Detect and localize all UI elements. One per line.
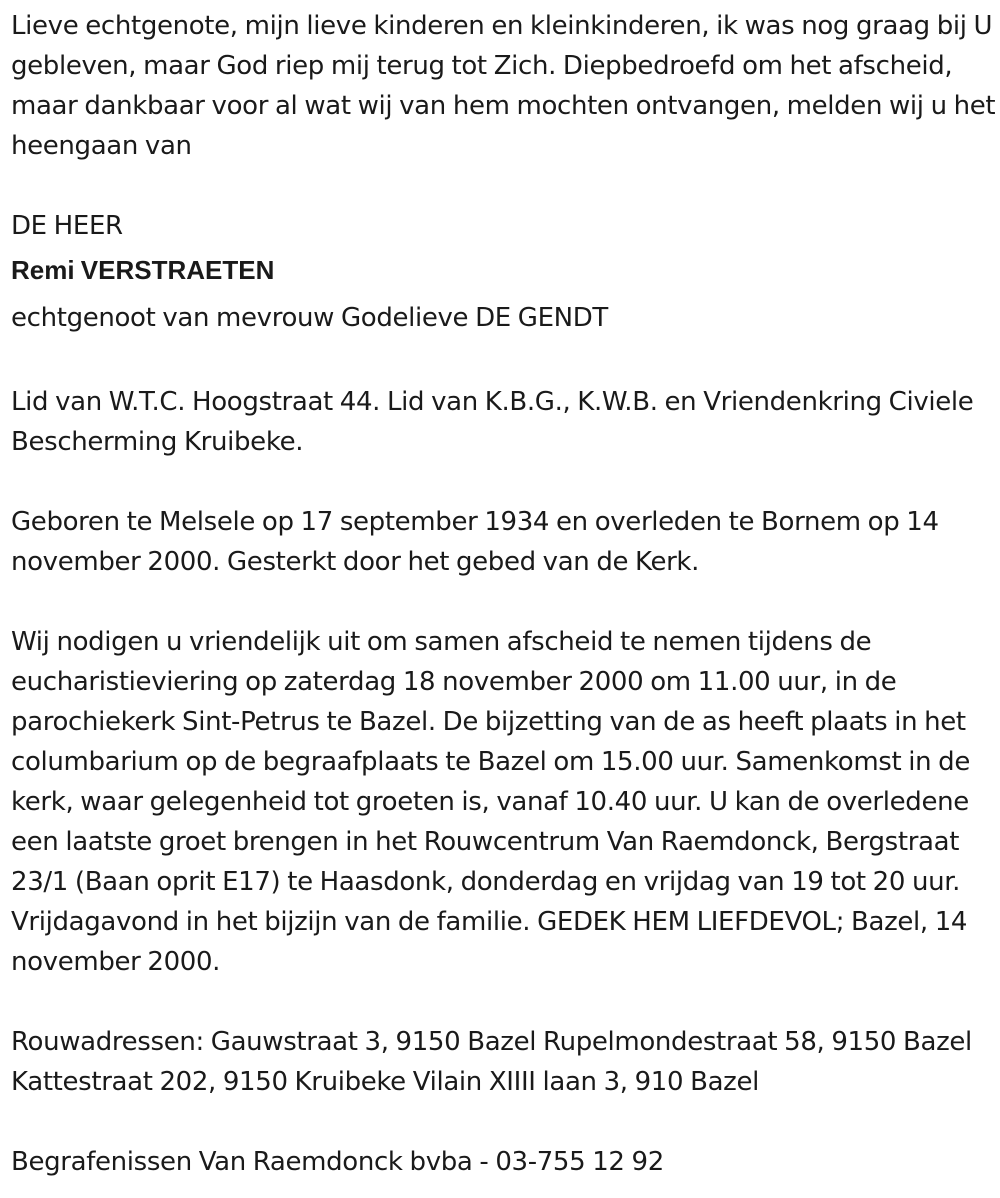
spacer <box>11 982 996 1022</box>
funeral-home-line: Begrafenissen Van Raemdonck bvba - 03-755 12 92 <box>11 1147 664 1177</box>
intro-paragraph: Lieve echtgenote, mijn lieve kinderen en kleinkinderen, ik was nog graag bij U gebleven, maar God riep mij terug tot Zich. Diepbedroefd om het afscheid, maar dankbaar voor al wat wij van hem mochten ontvangen, melden wij u het heengaan van <box>11 11 996 161</box>
memberships-paragraph: Lid van W.T.C. Hoogstraat 44. Lid van K.B.G., K.W.B. en Vriendenkring Civiele Bescherming Kruibeke. <box>11 387 974 457</box>
spouse-line: echtgenoot van mevrouw Godelieve DE GENDT <box>11 303 608 333</box>
deceased-name: Remi VERSTRAETEN <box>11 255 275 285</box>
spacer <box>11 462 996 502</box>
spacer <box>11 582 996 622</box>
ceremony-paragraph: Wij nodigen u vriendelijk uit om samen afscheid te nemen tijdens de eucharistieviering op zaterdag 18 november 2000 om 11.00 uur, in de parochiekerk Sint-Petrus te Bazel. De bijzetting van de as heeft plaats in het columbarium op de begraafplaats te Bazel om 15.00 uur. Samenkomst in de kerk, waar gelegenheid tot groeten is, vanaf 10.40 uur. U kan de overledene een laatste groet brengen in het Rouwcentrum Van Raemdonck, Bergstraat 23/1 (Baan oprit E17) te Haasdonk, donderdag en vrijdag van 19 tot 20 uur. Vrijdagavond in het bijzijn van de familie. GEDEK HEM LIEFDEVOL; Bazel, 14 november 2000. <box>11 627 970 977</box>
birth-death-paragraph: Geboren te Melsele op 17 september 1934 en overleden te Bornem op 14 november 2000. Gesterkt door het gebed van de Kerk. <box>11 507 939 577</box>
honorific-title: DE HEER <box>11 211 123 241</box>
obituary-notice <box>11 6 996 1182</box>
spacer <box>11 166 996 206</box>
spacer <box>11 1102 996 1142</box>
addresses-paragraph: Rouwadressen: Gauwstraat 3, 9150 Bazel Rupelmondestraat 58, 9150 Bazel Kattestraat 202, 9150 Kruibeke Vilain XIIII laan 3, 910 Bazel <box>11 1027 972 1097</box>
spacer <box>11 342 996 382</box>
